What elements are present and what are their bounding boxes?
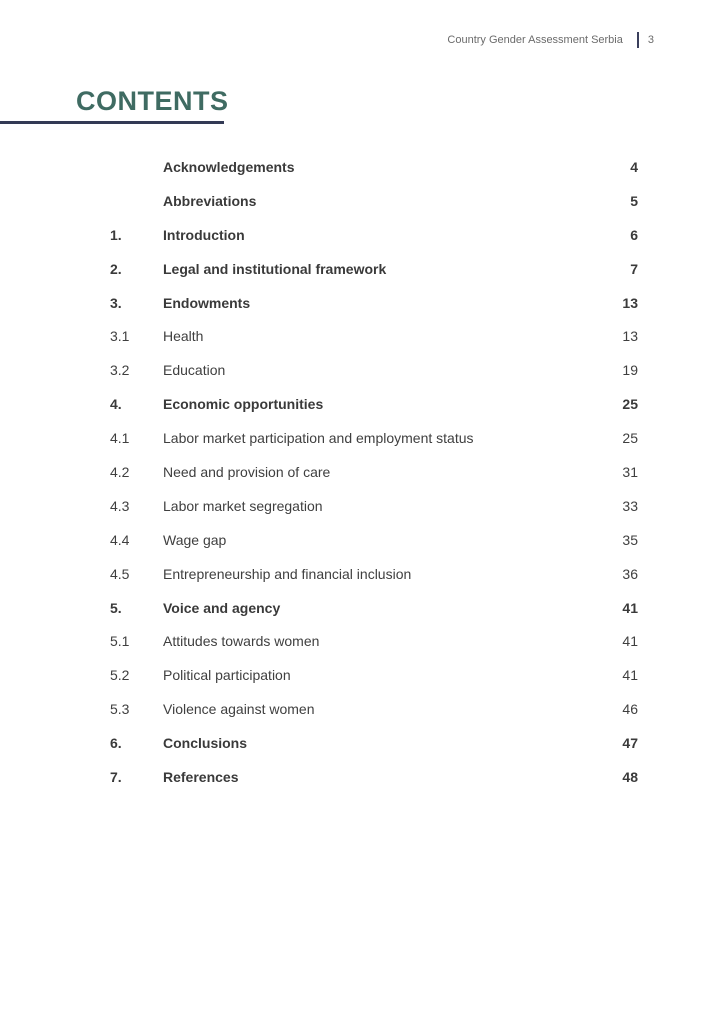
toc-entry-number: 5. [110, 599, 122, 616]
toc-entry[interactable] [110, 489, 638, 523]
toc-entry-page: 5 [630, 192, 638, 209]
toc-entry-number: 7. [110, 768, 122, 785]
toc-entry-number: 4. [110, 396, 122, 413]
running-header [447, 32, 654, 48]
toc-entry[interactable] [110, 252, 638, 286]
toc-entry-title: Conclusions [163, 735, 248, 752]
toc-entry-page: 31 [622, 463, 638, 480]
toc-entry[interactable] [110, 353, 638, 387]
toc-entry-number: 4.3 [110, 497, 130, 514]
toc-entry-title: Voice and agency [163, 599, 281, 616]
toc-entry-page: 19 [622, 362, 638, 379]
toc-entry-title: Political participation [163, 667, 291, 684]
toc-entry-title: Abbreviations [163, 192, 257, 209]
toc-entry[interactable] [110, 523, 638, 557]
toc-entry-title: Labor market participation and employment status [163, 430, 474, 447]
toc-entry-title: Acknowledgements [163, 158, 295, 175]
toc-entry-title: Wage gap [163, 531, 227, 548]
toc-entry-page: 48 [622, 768, 638, 785]
toc-entry-page: 35 [622, 531, 638, 548]
toc-entry[interactable] [110, 591, 638, 625]
toc-entry[interactable] [110, 726, 638, 760]
toc-entry-title: Attitudes towards women [163, 633, 320, 650]
toc-entry[interactable] [110, 319, 638, 353]
toc-entry-page: 36 [622, 565, 638, 582]
toc-entry-page: 46 [622, 701, 638, 718]
toc-entry[interactable] [110, 421, 638, 455]
toc-entry[interactable] [110, 658, 638, 692]
toc-entry-page: 13 [622, 294, 638, 311]
toc-entry-title: Education [163, 362, 226, 379]
toc-entry[interactable] [110, 692, 638, 726]
toc-entry-title: Legal and institutional framework [163, 260, 387, 277]
toc-entry[interactable] [110, 624, 638, 658]
toc-entry-page: 25 [622, 396, 638, 413]
toc-entry-number: 3.2 [110, 362, 130, 379]
toc-entry-title: References [163, 768, 239, 785]
header-divider [637, 32, 639, 48]
toc-entry-number: 1. [110, 226, 122, 243]
toc-entry-page: 6 [630, 226, 638, 243]
page-title: CONTENTS [76, 86, 229, 116]
toc-entry-title: Health [163, 328, 204, 345]
toc-entry-title: Economic opportunities [163, 396, 324, 413]
table-of-contents [110, 150, 638, 794]
toc-entry-number: 5.2 [110, 667, 130, 684]
toc-entry-number: 3.1 [110, 328, 130, 345]
toc-entry[interactable] [110, 286, 638, 320]
toc-entry[interactable] [110, 455, 638, 489]
toc-entry[interactable] [110, 150, 638, 184]
toc-entry-number: 6. [110, 735, 122, 752]
toc-entry-title: Need and provision of care [163, 463, 331, 480]
document-title: Country Gender Assessment Serbia [447, 34, 623, 46]
toc-entry-title: Labor market segregation [163, 497, 323, 514]
toc-entry[interactable] [110, 760, 638, 794]
toc-entry-title: Endowments [163, 294, 251, 311]
toc-entry[interactable] [110, 218, 638, 252]
toc-entry-number: 5.1 [110, 633, 130, 650]
toc-entry-number: 4.5 [110, 565, 130, 582]
toc-entry-title: Entrepreneurship and financial inclusion [163, 565, 412, 582]
toc-entry-number: 4.2 [110, 463, 130, 480]
toc-entry-number: 2. [110, 260, 122, 277]
toc-entry-number: 4.4 [110, 531, 130, 548]
page-number: 3 [647, 34, 654, 46]
title-underline [0, 121, 224, 124]
toc-entry[interactable] [110, 387, 638, 421]
toc-entry-number: 4.1 [110, 430, 130, 447]
toc-entry[interactable] [110, 184, 638, 218]
toc-entry-page: 13 [622, 328, 638, 345]
toc-entry-page: 7 [630, 260, 638, 277]
toc-entry-number: 3. [110, 294, 122, 311]
toc-entry-page: 33 [622, 497, 638, 514]
toc-entry-title: Introduction [163, 226, 245, 243]
toc-entry-title: Violence against women [163, 701, 315, 718]
toc-entry-page: 41 [622, 599, 638, 616]
toc-entry-page: 25 [622, 430, 638, 447]
toc-entry[interactable] [110, 557, 638, 591]
toc-entry-number: 5.3 [110, 701, 130, 718]
toc-entry-page: 41 [622, 633, 638, 650]
toc-entry-page: 41 [622, 667, 638, 684]
toc-entry-page: 47 [622, 735, 638, 752]
toc-entry-page: 4 [630, 158, 638, 175]
